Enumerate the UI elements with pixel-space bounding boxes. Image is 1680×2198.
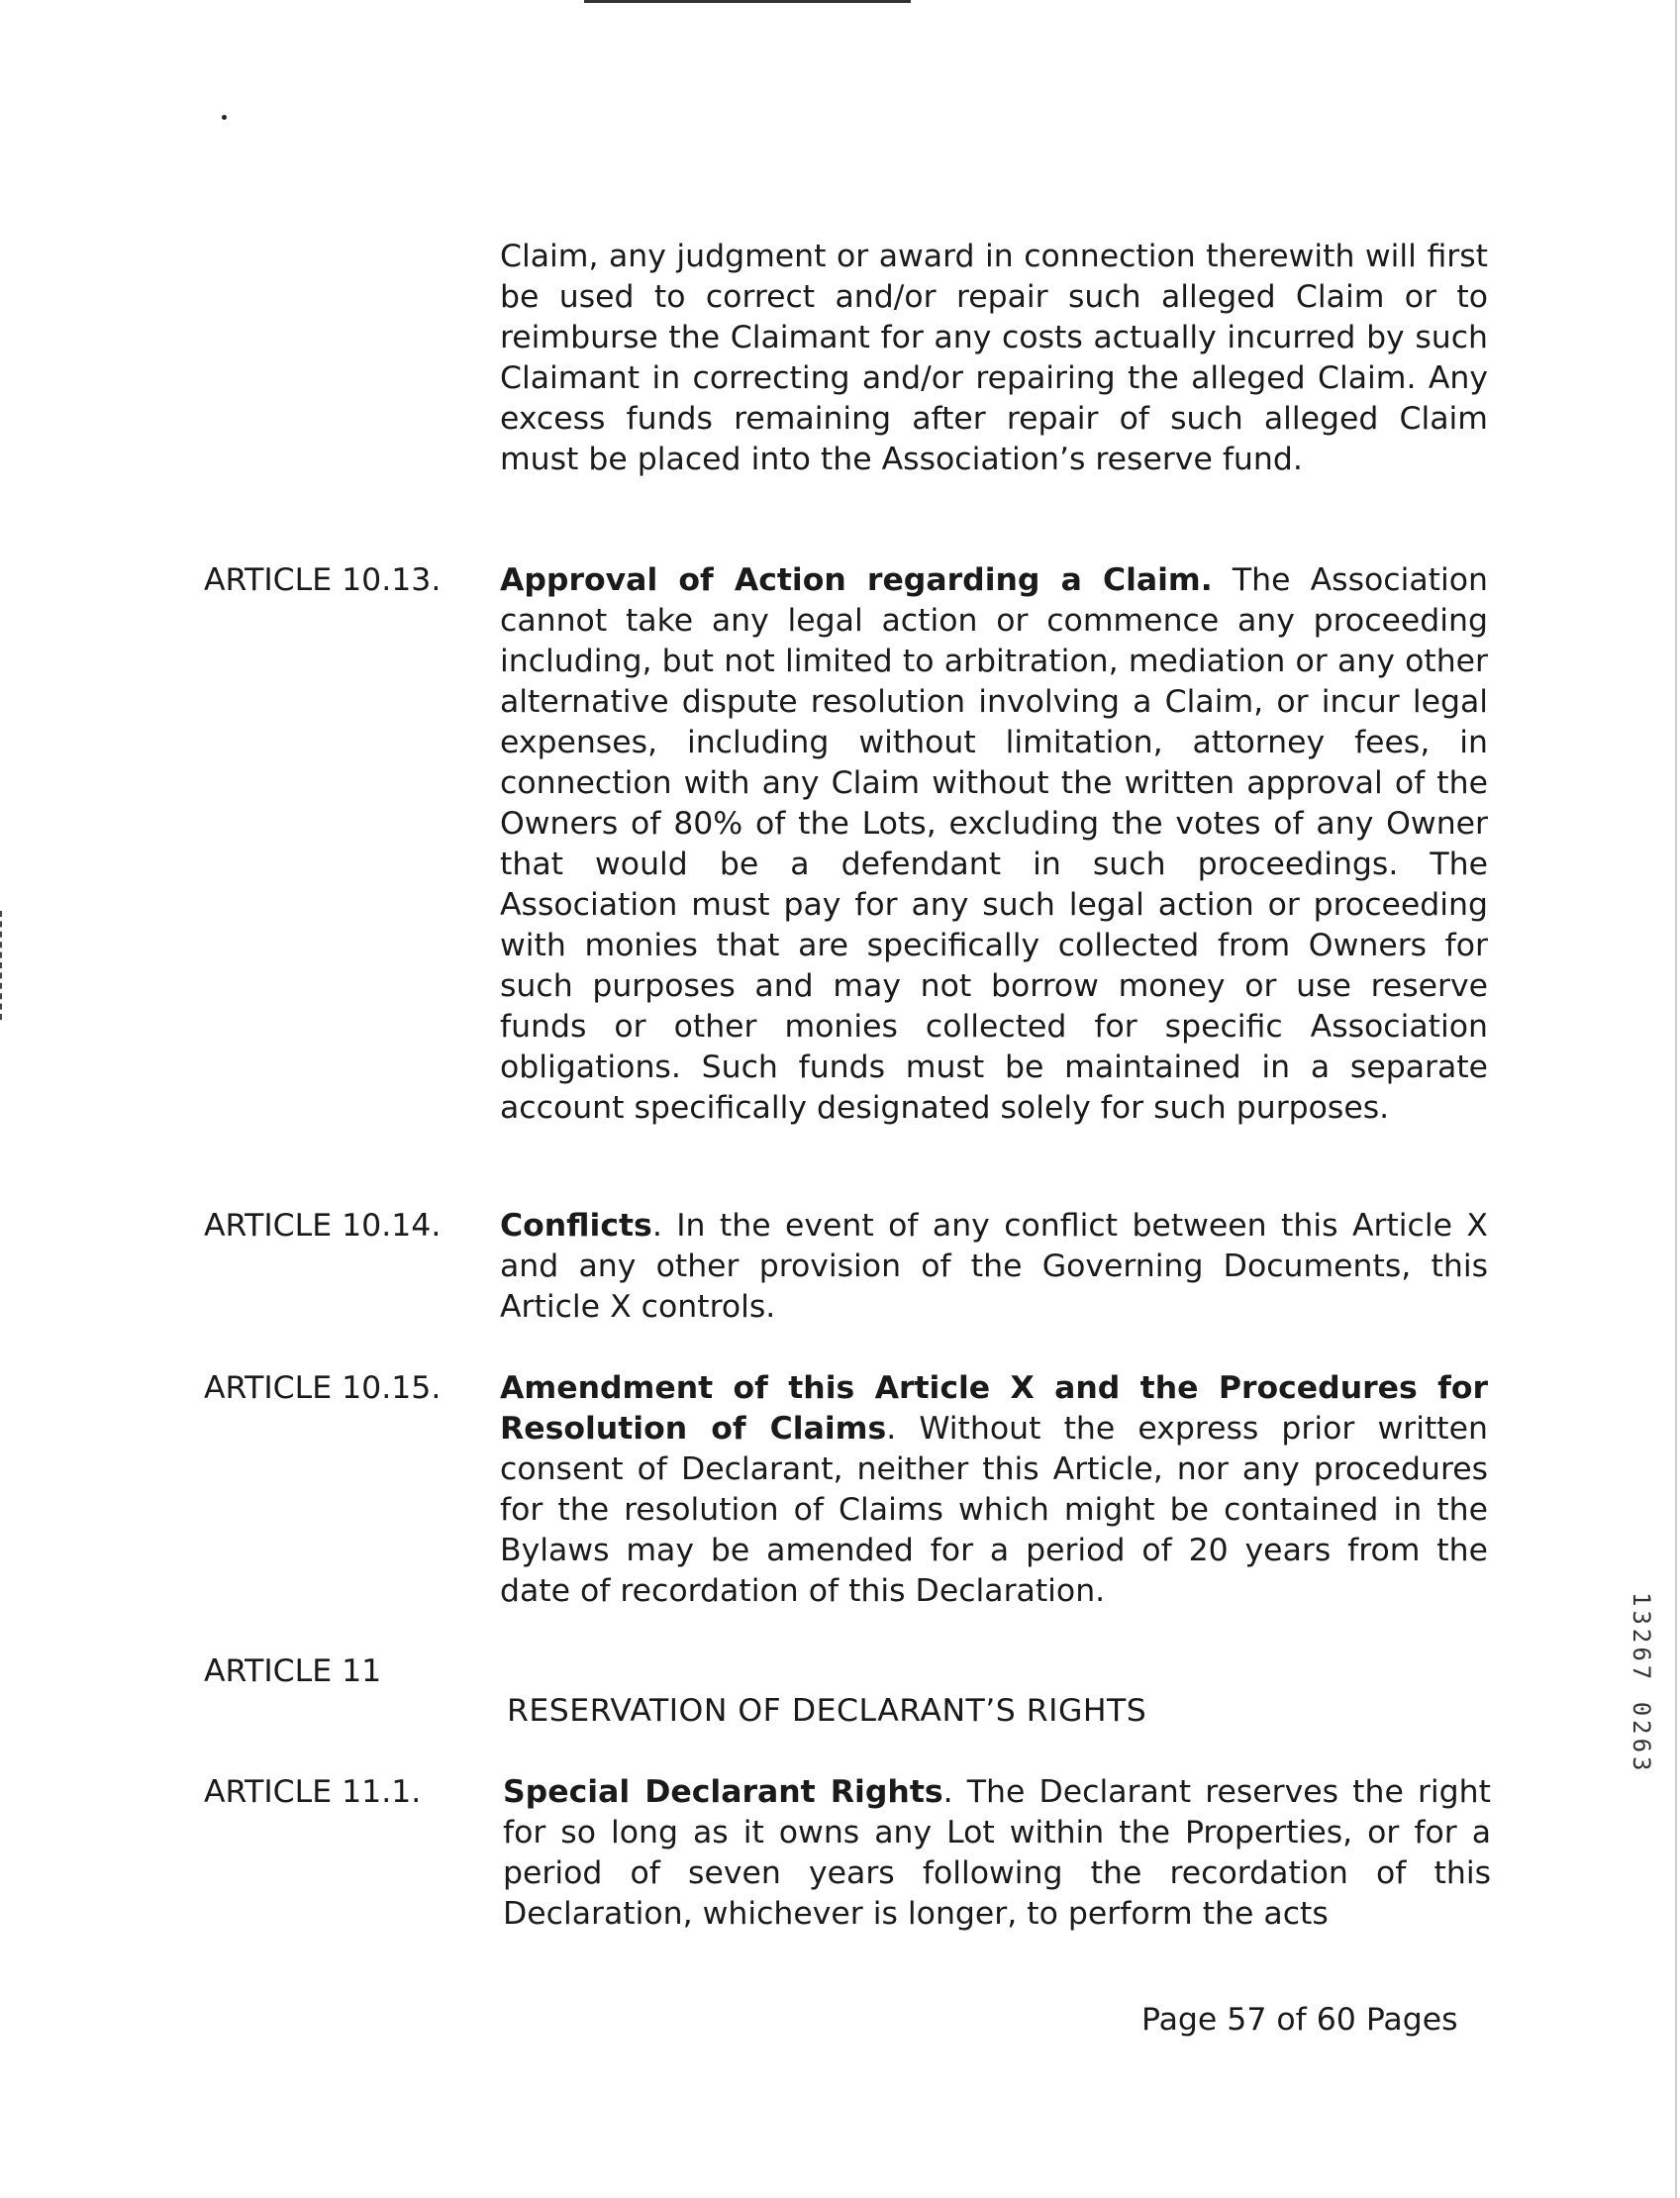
article-10-14-title: Conflicts: [500, 1208, 652, 1244]
continuation-text: Claim, any judgment or award in connection therewith will first be used to correct and/or repair such alleged Claim or to reimburse the Claimant for any costs actually incurred by such Claimant in correcting and/or repairing the alleged Claim. Any excess funds remaining after repair of such alleged Claim must be placed into the Association’s reserve fund.: [500, 239, 1488, 477]
article-11-1-paragraph: [503, 1772, 1491, 1935]
article-10-15-body: . Without the express prior written consent of Declarant, neither this Article, nor any procedures for the resolution of Claims which might be contained in the Bylaws may be amended for a period of 20 years from the date of recordation of this Declaration.: [500, 1411, 1488, 1609]
article-10-15-label: ARTICLE 10.15.: [204, 1370, 442, 1406]
scan-artifact-top: [584, 0, 911, 3]
article-10-14-label: ARTICLE 10.14.: [204, 1208, 442, 1244]
article-10-13-label: ARTICLE 10.13.: [204, 562, 442, 598]
scan-artifact-right-edge: [1675, 0, 1677, 2198]
article-10-14-paragraph: [500, 1206, 1488, 1328]
article-10-15-paragraph: [500, 1368, 1488, 1612]
scan-artifact-left-edge: [0, 911, 4, 1020]
article-11-heading: RESERVATION OF DECLARANT’S RIGHTS: [507, 1693, 1147, 1729]
scan-artifact-dot: [222, 115, 227, 120]
article-10-14-body: . In the event of any conflict between this Article X and any other provision of the Governing Documents, this Article X controls.: [500, 1208, 1488, 1325]
article-10-13-title: Approval of Action regarding a Claim.: [500, 562, 1213, 598]
continuation-paragraph: [500, 237, 1488, 480]
article-11-label: ARTICLE 11: [204, 1653, 382, 1689]
article-11-1-title: Special Declarant Rights: [503, 1774, 943, 1810]
article-11-1-label: ARTICLE 11.1.: [204, 1774, 422, 1810]
article-10-13-paragraph: [500, 560, 1488, 1129]
margin-recording-stamp: 13267 0263: [1628, 1592, 1655, 1775]
page-number-footer: Page 57 of 60 Pages: [1141, 2002, 1458, 2038]
article-11-1-body: . The Declarant reserves the right for so long as it owns any Lot within the Properties, or for a period of seven years following the recordation of this Declaration, whichever is longer, to perform the acts: [503, 1774, 1491, 1932]
article-10-13-body: The Association cannot take any legal action or commence any proceeding including, but not limited to arbitration, mediation or any other alternative dispute resolution involving a Claim, or incur legal expenses, including without limitation, attorney fees, in connection with any Claim without the written approval of the Owners of 80% of the Lots, excluding the votes of any Owner that would be a defendant in such proceedings. The Association must pay for any such legal action or proceeding with monies that are specifically collected from Owners for such purposes and may not borrow money or use reserve funds or other monies collected for specific Association obligations. Such funds must be maintained in a separate account specifically designated solely for such purposes.: [500, 562, 1488, 1126]
article-10-15-title: Amendment of this Article X and the Procedures for Resolution of Claims: [500, 1370, 1488, 1447]
